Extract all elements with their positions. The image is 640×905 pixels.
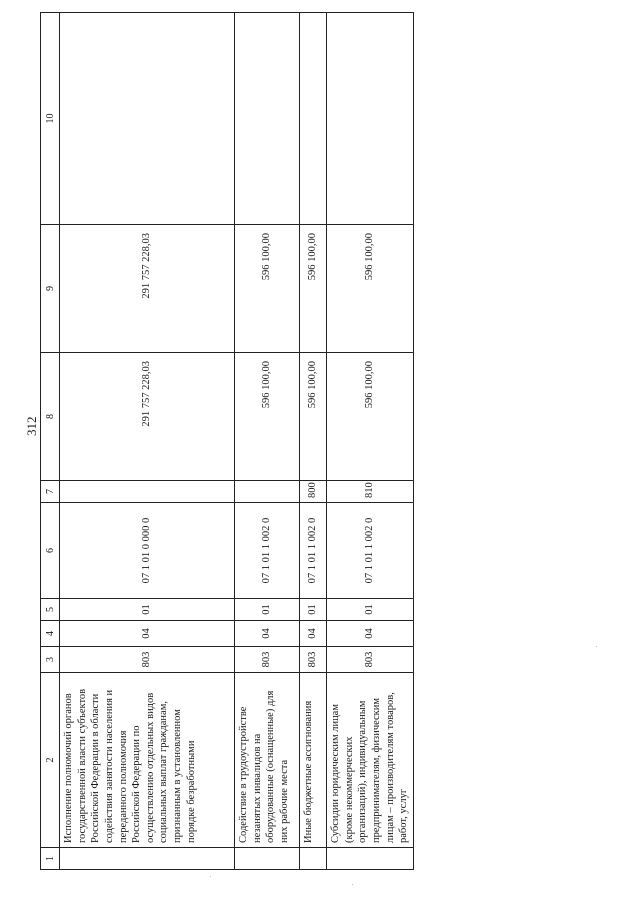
target-article-cell: 07 1 01 1 002 0	[235, 503, 300, 599]
row-number-cell	[60, 848, 235, 870]
amount-cell: 291 757 228,03	[60, 225, 235, 353]
target-article-cell: 07 1 01 0 000 0	[60, 503, 235, 599]
rotated-page-content	[40, 13, 432, 870]
page-number: 312	[24, 416, 39, 436]
section-code-cell: 04	[327, 621, 414, 647]
header-cell: 10	[41, 13, 60, 225]
expense-type-cell	[235, 481, 300, 503]
expense-type-cell: 810	[327, 481, 414, 503]
row-number-cell	[327, 848, 414, 870]
header-cell: 5	[41, 599, 60, 621]
header-cell: 1	[41, 848, 60, 870]
header-cell: 3	[41, 647, 60, 673]
scan-speck	[210, 876, 211, 877]
scan-speck	[352, 884, 353, 885]
table-row	[60, 13, 235, 870]
header-cell: 9	[41, 225, 60, 353]
subsection-code-cell: 01	[60, 599, 235, 621]
subsection-code-cell: 01	[327, 599, 414, 621]
section-code-cell: 04	[235, 621, 300, 647]
amount-cell: 596 100,00	[235, 225, 300, 353]
budget-table	[40, 12, 414, 870]
row-name-cell: Исполнение полномочий органов государственной власти субъектов Российской Федерации в области содействия занятости населения и переданного полномочия Российской Федерации по осуществлению отдельных видов социальных выплат гражданам, признанным в установленном порядке безработными	[60, 673, 235, 848]
header-cell: 4	[41, 621, 60, 647]
table-row	[235, 13, 300, 870]
amount-cell: 596 100,00	[300, 353, 327, 481]
target-article-cell: 07 1 01 1 002 0	[327, 503, 414, 599]
expense-type-cell	[60, 481, 235, 503]
amount-cell	[300, 13, 327, 225]
amount-cell: 596 100,00	[300, 225, 327, 353]
amount-cell: 596 100,00	[327, 225, 414, 353]
section-code-cell: 04	[300, 621, 327, 647]
amount-cell	[60, 13, 235, 225]
subsection-code-cell: 01	[300, 599, 327, 621]
row-number-cell	[235, 848, 300, 870]
row-name-cell: Содействие в трудоустройстве незанятых инвалидов на оборудованные (оснащенные) для них рабочие места	[235, 673, 300, 848]
header-row	[41, 13, 60, 870]
row-name-cell: Иные бюджетные ассигнования	[300, 673, 327, 848]
target-article-cell: 07 1 01 1 002 0	[300, 503, 327, 599]
amount-cell: 596 100,00	[235, 353, 300, 481]
subsection-code-cell: 01	[235, 599, 300, 621]
amount-cell: 596 100,00	[327, 353, 414, 481]
amount-cell	[235, 13, 300, 225]
amount-cell	[327, 13, 414, 225]
row-number-cell	[300, 848, 327, 870]
row-name-cell: Субсидии юридическим лицам (кроме некоммерческих организаций), индивидуальным предпринимателям, физическим лицам – производителям товаров, работ, услуг	[327, 673, 414, 848]
section-code-cell: 04	[60, 621, 235, 647]
header-cell: 6	[41, 503, 60, 599]
header-cell: 8	[41, 353, 60, 481]
header-cell: 2	[41, 673, 60, 848]
ministry-code-cell: 803	[327, 647, 414, 673]
ministry-code-cell: 803	[300, 647, 327, 673]
table-row	[327, 13, 414, 870]
ministry-code-cell: 803	[235, 647, 300, 673]
scan-speck	[596, 646, 597, 647]
ministry-code-cell: 803	[60, 647, 235, 673]
table-row	[300, 13, 327, 870]
expense-type-cell: 800	[300, 481, 327, 503]
header-cell: 7	[41, 481, 60, 503]
amount-cell: 291 757 228,03	[60, 353, 235, 481]
